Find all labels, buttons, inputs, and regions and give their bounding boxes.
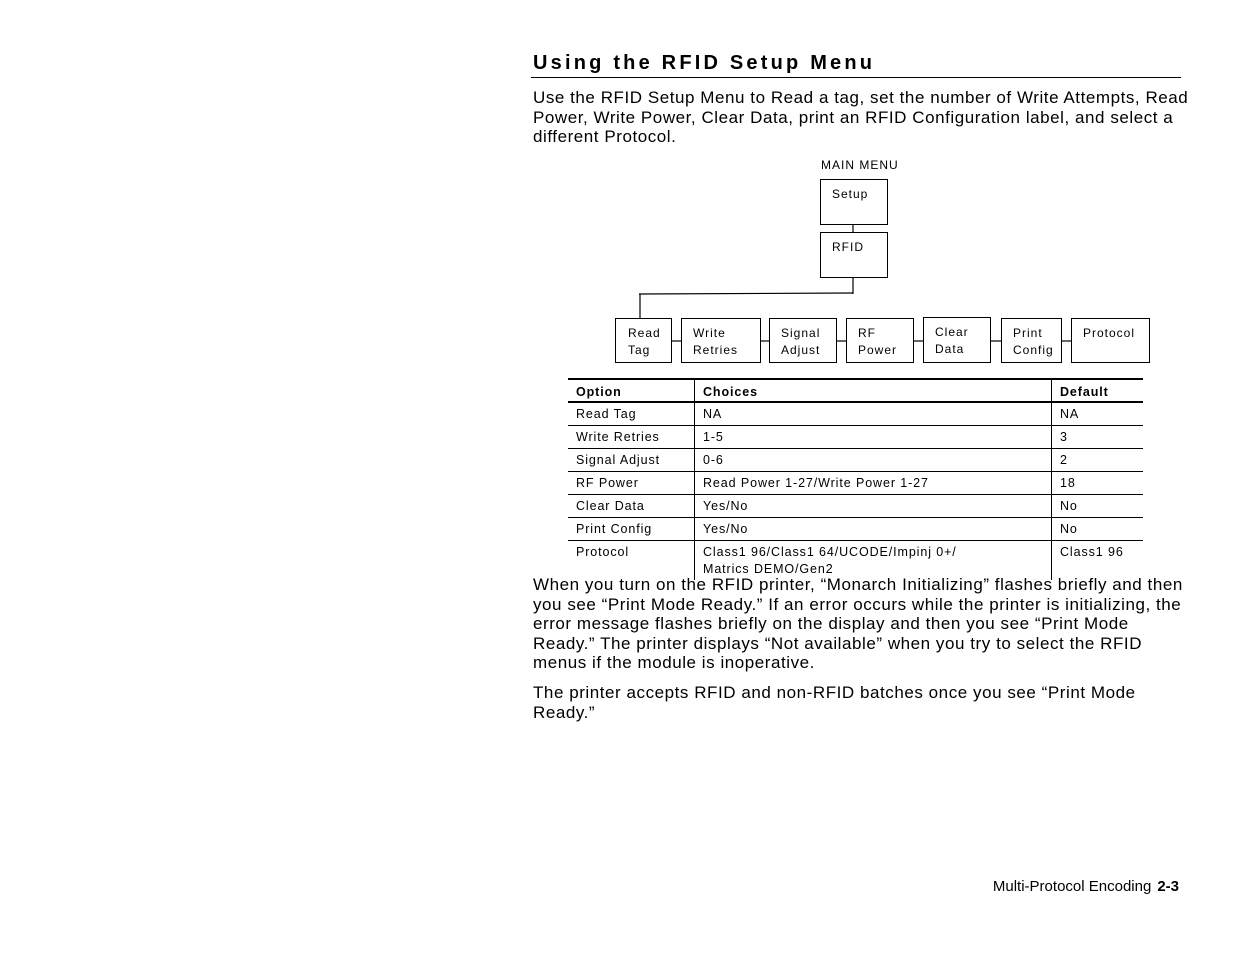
menu-box-label-line1: Write	[693, 326, 726, 340]
menu-box-label-line2: Data	[935, 342, 965, 356]
menu-box-label-line2: Tag	[628, 343, 651, 357]
cell-option: Protocol	[576, 545, 630, 559]
menu-box-rf-power	[846, 318, 914, 363]
menu-box-label-line1: RF	[858, 326, 876, 340]
table-row	[568, 518, 1143, 541]
menu-box-clear-data	[923, 317, 991, 363]
menu-box-label-line1: Clear	[935, 325, 969, 339]
cell-choices: Class1 96/Class1 64/UCODE/Impinj 0+/ Matrics DEMO/Gen2	[695, 541, 1052, 581]
footer-page-number: 2-3	[1157, 878, 1179, 895]
batches-paragraph: The printer accepts RFID and non-RFID batches once you see “Print Mode Ready.”	[533, 683, 1136, 722]
cell-default: Class1 96	[1052, 541, 1144, 581]
table-row	[568, 495, 1143, 518]
menu-box-setup-label: Setup	[832, 187, 869, 201]
menu-box-rfid	[820, 232, 888, 278]
menu-box-label-line1: Print	[1013, 326, 1043, 340]
cell-choices: Yes/No	[695, 518, 1052, 541]
cell-default: No	[1052, 495, 1144, 518]
cell-choices: 1-5	[695, 426, 1052, 449]
cell-default: NA	[1052, 402, 1144, 426]
cell-option: Signal Adjust	[568, 449, 695, 472]
page-footer	[993, 878, 1179, 895]
section-heading: Using the RFID Setup Menu	[533, 52, 876, 74]
options-table	[568, 378, 1143, 580]
main-menu-label: MAIN MENU	[821, 158, 899, 172]
menu-box-label-line2: Config	[1013, 343, 1054, 357]
menu-box-label-line2: Adjust	[781, 343, 821, 357]
menu-box-print-config	[1001, 318, 1062, 363]
cell-option: RF Power	[568, 472, 695, 495]
cell-default: No	[1052, 518, 1144, 541]
table-header-row	[568, 379, 1143, 402]
column-header-choices: Choices	[695, 379, 1052, 402]
cell-choices: 0-6	[695, 449, 1052, 472]
connector-horizontal	[639, 293, 853, 294]
menu-box-label-line1: Protocol	[1083, 326, 1136, 340]
cell-default: 2	[1052, 449, 1144, 472]
cell-default: 3	[1052, 426, 1144, 449]
menu-box-label-line2: Power	[858, 343, 898, 357]
footer-section-title: Multi-Protocol Encoding	[992, 878, 1152, 895]
menu-box-rfid-label: RFID	[832, 240, 864, 254]
menu-box-label-line1: Read	[628, 326, 661, 340]
menu-box-read-tag	[615, 318, 672, 363]
table-row	[568, 449, 1143, 472]
menu-box-signal-adjust	[769, 318, 837, 363]
cell-default: 18	[1052, 472, 1144, 495]
intro-paragraph: Use the RFID Setup Menu to Read a tag, set the number of Write Attempts, Read Power, Write Power, Clear Data, print an RFID Configuration label, and select a different Protocol.	[533, 88, 1189, 147]
menu-box-setup	[820, 179, 888, 225]
menu-box-write-retries	[681, 318, 761, 363]
cell-option: Clear Data	[568, 495, 695, 518]
column-header-default: Default	[1052, 379, 1144, 402]
cell-choices: NA	[695, 402, 1052, 426]
cell-choices: Read Power 1-27/Write Power 1-27	[695, 472, 1052, 495]
startup-paragraph: When you turn on the RFID printer, “Monarch Initializing” flashes briefly and then you see “Print Mode Ready.” If an error occurs while the printer is initializing, the error message flashes briefly on the display and then you see “Print Mode Ready.” The printer displays “Not available” when you try to select the RFID menus if the module is inoperative.	[533, 575, 1183, 673]
cell-option: Write Retries	[568, 426, 695, 449]
column-header-option: Option	[568, 379, 695, 402]
cell-option: Print Config	[568, 518, 695, 541]
menu-box-label-line2: Retries	[693, 343, 739, 357]
cell-option: Read Tag	[568, 402, 695, 426]
menu-box-label-line1: Signal	[781, 326, 821, 340]
menu-box-protocol	[1071, 318, 1150, 363]
table-row	[568, 402, 1143, 426]
cell-choices: Yes/No	[695, 495, 1052, 518]
table-row	[568, 426, 1143, 449]
table-row	[568, 472, 1143, 495]
